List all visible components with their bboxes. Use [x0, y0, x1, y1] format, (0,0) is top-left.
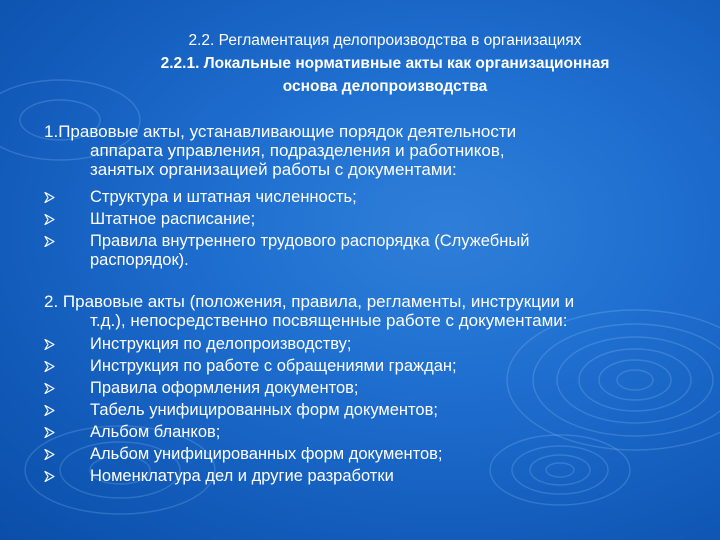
arrowhead-bullet-icon: [44, 421, 58, 443]
list-item: [44, 377, 694, 399]
section-1-number: 1.: [44, 122, 59, 141]
list-item-text: Табель унифицированных форм документов;: [90, 401, 438, 419]
slide-title-line-1: 2.2. Регламентация делопроизводства в организациях: [188, 32, 582, 49]
list-item-text: Инструкция по работе с обращениями граждан;: [90, 357, 457, 375]
list-item: [44, 333, 694, 355]
section-2-line-1: Правовые акты (положения, правила, регламенты, инструкции и: [62, 292, 575, 311]
list-item: [44, 443, 694, 465]
list-item: [44, 399, 694, 421]
section-1-line-3: занятых организацией работы с документами:: [90, 160, 457, 179]
list-item-text: Правила оформления документов;: [90, 379, 359, 397]
section-1-line-1: Правовые акты, устанавливающие порядок деятельности: [58, 122, 517, 141]
list-item: [44, 465, 694, 487]
section-2-line-2: т.д.), непосредственно посвященные работе с документами:: [90, 311, 568, 330]
arrowhead-bullet-icon: [44, 186, 58, 208]
slide-title-line-2: 2.2.1. Локальные нормативные акты как организационная: [160, 55, 610, 72]
arrowhead-bullet-icon: [44, 399, 58, 421]
list-item-text: Альбом бланков;: [90, 423, 221, 441]
list-item-text: Инструкция по делопроизводству;: [90, 335, 352, 353]
arrowhead-bullet-icon: [44, 355, 58, 377]
list-item-text: Номенклатура дел и другие разработки: [90, 467, 394, 485]
arrowhead-bullet-icon: [44, 443, 58, 465]
section-2-number: 2.: [44, 292, 59, 311]
list-item-text: Правила внутреннего трудового распорядка (Служебный: [90, 232, 530, 250]
list-item: [44, 230, 694, 270]
list-item: [44, 186, 694, 208]
list-item-text: Штатное расписание;: [90, 210, 256, 228]
arrowhead-bullet-icon: [44, 230, 58, 252]
list-item: [44, 421, 694, 443]
slide-title-line-3: основа делопроизводства: [282, 78, 488, 95]
section-2-list: [44, 333, 694, 487]
section-1-heading: [44, 122, 696, 179]
section-1-line-2: аппарата управления, подразделения и работников,: [90, 141, 505, 160]
arrowhead-bullet-icon: [44, 333, 58, 355]
list-item-text: Структура и штатная численность;: [90, 188, 357, 206]
list-item-text-continuation: распорядок).: [90, 251, 189, 269]
arrowhead-bullet-icon: [44, 377, 58, 399]
section-1-list: [44, 186, 694, 270]
list-item-text: Альбом унифицированных форм документов;: [90, 445, 443, 463]
section-2-heading: [44, 292, 696, 330]
list-item: [44, 355, 694, 377]
arrowhead-bullet-icon: [44, 208, 58, 230]
list-item: [44, 208, 694, 230]
arrowhead-bullet-icon: [44, 465, 58, 487]
